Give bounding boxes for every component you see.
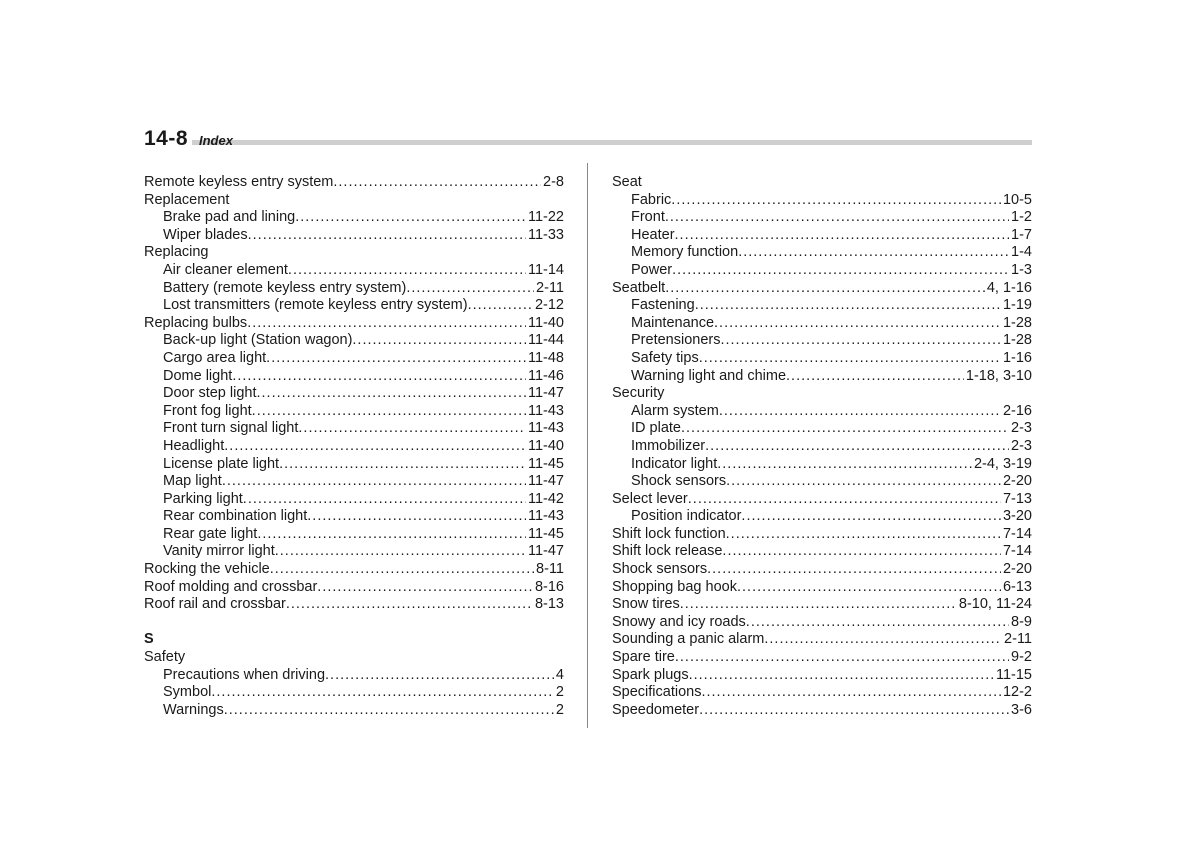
page-reference: 1-3 bbox=[1011, 261, 1032, 278]
entry-label: Roof rail and crossbar bbox=[144, 596, 286, 613]
entry-label: Spare tire bbox=[612, 649, 675, 666]
page-reference: 7-14 bbox=[1002, 525, 1032, 542]
entry-label: Front bbox=[631, 209, 665, 226]
dot-leader bbox=[247, 315, 526, 333]
entry-label: Brake pad and lining bbox=[163, 209, 296, 226]
index-subentry bbox=[612, 368, 1032, 386]
entry-label: Lost transmitters (remote keyless entry system) bbox=[163, 297, 468, 314]
index-subentry bbox=[612, 209, 1032, 227]
index-entry bbox=[144, 579, 564, 597]
entry-label: ID plate bbox=[631, 420, 681, 437]
index-subentry bbox=[144, 297, 564, 315]
dot-leader bbox=[726, 526, 1001, 544]
page-reference: 12-2 bbox=[1002, 684, 1032, 701]
entry-label: Headlight bbox=[163, 437, 225, 454]
entry-label: Rear combination light bbox=[163, 508, 308, 525]
entry-label: Fabric bbox=[631, 191, 672, 208]
page-reference: 8-9 bbox=[1011, 613, 1032, 630]
entry-label: License plate light bbox=[163, 455, 280, 472]
index-subentry bbox=[144, 368, 564, 386]
entry-label: Replacing bbox=[144, 244, 209, 261]
index-subentry bbox=[612, 192, 1032, 210]
dot-leader bbox=[275, 543, 526, 561]
index-subentry bbox=[612, 332, 1032, 350]
entry-label: Front turn signal light bbox=[163, 420, 299, 437]
page-reference: 11-42 bbox=[527, 490, 564, 507]
entry-label: Snowy and icy roads bbox=[612, 613, 746, 630]
page-reference: 11-43 bbox=[527, 402, 564, 419]
dot-leader bbox=[288, 262, 526, 280]
index-subentry bbox=[612, 227, 1032, 245]
entry-label: Alarm system bbox=[631, 402, 719, 419]
entry-label: Seat bbox=[612, 174, 642, 190]
index-entry bbox=[612, 280, 1032, 298]
page-reference: 2-3 bbox=[1011, 437, 1032, 454]
dot-leader bbox=[325, 667, 554, 685]
page-reference: 1-16 bbox=[1002, 349, 1032, 366]
dot-leader bbox=[406, 280, 534, 298]
page-reference: 2-11 bbox=[536, 279, 564, 296]
dot-leader bbox=[737, 579, 1001, 597]
entry-label: Pretensioners bbox=[631, 332, 721, 349]
entry-label: Replacing bulbs bbox=[144, 314, 248, 331]
entry-label: Memory function bbox=[631, 244, 739, 261]
page-reference: 10-5 bbox=[1002, 191, 1032, 208]
index-subentry bbox=[144, 209, 564, 227]
page-reference: 11-45 bbox=[527, 525, 564, 542]
page-reference: 1-4 bbox=[1011, 244, 1032, 261]
index-entry bbox=[612, 631, 1032, 649]
entry-label: Wiper blades bbox=[163, 226, 248, 243]
dot-leader bbox=[333, 174, 541, 192]
dot-leader bbox=[672, 262, 1009, 280]
entry-label: Shift lock function bbox=[612, 525, 726, 542]
dot-leader bbox=[681, 420, 1009, 438]
index-entry bbox=[144, 244, 564, 262]
page-reference: 2-20 bbox=[1002, 561, 1032, 578]
page-reference: 9-2 bbox=[1011, 649, 1032, 666]
index-subentry bbox=[612, 473, 1032, 491]
dot-leader bbox=[224, 438, 526, 456]
index-letter-heading bbox=[144, 631, 564, 649]
index-subentry bbox=[144, 491, 564, 509]
index-entry bbox=[144, 192, 564, 210]
index-subentry bbox=[144, 684, 564, 702]
page-reference: 11-33 bbox=[527, 226, 564, 243]
entry-label: Vanity mirror light bbox=[163, 543, 275, 560]
dot-leader bbox=[279, 456, 526, 474]
dot-leader bbox=[211, 684, 554, 702]
dot-leader bbox=[707, 561, 1001, 579]
entry-label: Air cleaner element bbox=[163, 261, 288, 278]
entry-label: Power bbox=[631, 261, 673, 278]
entry-label: Seatbelt bbox=[612, 279, 666, 296]
dot-leader bbox=[717, 456, 972, 474]
entry-label: Fastening bbox=[631, 297, 695, 314]
index-entry bbox=[612, 526, 1032, 544]
dot-leader bbox=[243, 491, 526, 509]
index-subentry bbox=[612, 508, 1032, 526]
page-reference: 2-16 bbox=[1002, 402, 1032, 419]
dot-leader bbox=[257, 526, 526, 544]
dot-leader bbox=[317, 579, 533, 597]
dot-leader bbox=[764, 631, 1002, 649]
entry-label: Shift lock release bbox=[612, 543, 723, 560]
index-entry bbox=[612, 667, 1032, 685]
entry-label: Map light bbox=[163, 473, 222, 490]
dot-leader bbox=[688, 491, 1001, 509]
page-reference: 11-47 bbox=[527, 473, 564, 490]
page-reference: 11-48 bbox=[527, 349, 564, 366]
dot-leader bbox=[726, 473, 1001, 491]
page-reference: 3-6 bbox=[1011, 701, 1032, 718]
index-subentry bbox=[612, 315, 1032, 333]
dot-leader bbox=[714, 315, 1001, 333]
page-reference: 2 bbox=[555, 684, 564, 701]
dot-leader bbox=[286, 596, 533, 614]
dot-leader bbox=[701, 684, 1001, 702]
index-subentry bbox=[612, 403, 1032, 421]
entry-label: Heater bbox=[631, 226, 675, 243]
entry-label: Rear gate light bbox=[163, 525, 258, 542]
entry-label: Snow tires bbox=[612, 596, 680, 613]
dot-leader bbox=[699, 350, 1001, 368]
dot-leader bbox=[671, 192, 1001, 210]
page-reference: 8-10, 11-24 bbox=[958, 596, 1032, 613]
dot-leader bbox=[699, 702, 1009, 720]
index-subentry bbox=[612, 262, 1032, 280]
dot-leader bbox=[675, 227, 1010, 245]
page-reference: 1-28 bbox=[1002, 314, 1032, 331]
dot-leader bbox=[675, 649, 1009, 667]
index-entry bbox=[144, 649, 564, 667]
page-reference: 7-13 bbox=[1002, 490, 1032, 507]
index-entry bbox=[612, 385, 1032, 403]
entry-label: Battery (remote keyless entry system) bbox=[163, 279, 407, 296]
dot-leader bbox=[468, 297, 533, 315]
page-reference: 2 bbox=[555, 701, 564, 718]
page-reference: 1-2 bbox=[1011, 209, 1032, 226]
entry-label: Speedometer bbox=[612, 701, 700, 718]
index-subentry bbox=[612, 350, 1032, 368]
dot-leader bbox=[307, 508, 526, 526]
index-entry bbox=[612, 684, 1032, 702]
page-reference: 6-13 bbox=[1002, 578, 1032, 595]
dot-leader bbox=[665, 209, 1009, 227]
page-reference: 1-7 bbox=[1011, 226, 1032, 243]
page-reference: 11-40 bbox=[527, 314, 564, 331]
letter-heading: S bbox=[144, 631, 154, 648]
entry-label: Security bbox=[612, 385, 665, 402]
entry-label: Safety tips bbox=[631, 349, 699, 366]
entry-label: Precautions when driving bbox=[163, 666, 326, 683]
page-reference: 7-14 bbox=[1002, 543, 1032, 560]
page-reference: 8-13 bbox=[534, 596, 564, 613]
index-subentry bbox=[612, 244, 1032, 262]
dot-leader bbox=[665, 280, 985, 298]
index-entry bbox=[612, 649, 1032, 667]
page-reference: 2-11 bbox=[1004, 631, 1032, 648]
entry-label: Specifications bbox=[612, 684, 702, 701]
index-entry bbox=[612, 561, 1032, 579]
spacer bbox=[144, 614, 564, 632]
entry-label: Back-up light (Station wagon) bbox=[163, 332, 353, 349]
entry-label: Dome light bbox=[163, 367, 233, 384]
page-reference: 11-40 bbox=[527, 437, 564, 454]
entry-label: Rocking the vehicle bbox=[144, 561, 270, 578]
entry-label: Remote keyless entry system bbox=[144, 174, 334, 190]
dot-leader bbox=[232, 368, 526, 386]
index-subentry bbox=[144, 280, 564, 298]
header-rule bbox=[192, 140, 1032, 145]
page-reference: 8-16 bbox=[534, 578, 564, 595]
index-subentry bbox=[144, 420, 564, 438]
dot-leader bbox=[252, 403, 526, 421]
entry-label: Cargo area light bbox=[163, 349, 267, 366]
index-entry bbox=[612, 614, 1032, 632]
index-subentry bbox=[144, 227, 564, 245]
page-reference: 1-19 bbox=[1002, 297, 1032, 314]
entry-label: Replacement bbox=[144, 191, 230, 208]
entry-label: Sounding a panic alarm bbox=[612, 631, 765, 648]
index-column-left bbox=[144, 174, 564, 719]
dot-leader bbox=[689, 667, 994, 685]
page-reference: 2-8 bbox=[543, 174, 564, 190]
page-reference: 1-18, 3-10 bbox=[965, 367, 1032, 384]
page-reference: 2-3 bbox=[1011, 420, 1032, 437]
entry-label: Immobilizer bbox=[631, 437, 706, 454]
index-subentry bbox=[144, 385, 564, 403]
page-reference: 2-4, 3-19 bbox=[973, 455, 1032, 472]
page-reference: 4, 1-16 bbox=[986, 279, 1032, 296]
entry-label: Warning light and chime bbox=[631, 367, 787, 384]
index-entry bbox=[612, 702, 1032, 720]
index-subentry bbox=[144, 262, 564, 280]
entry-label: Shock sensors bbox=[612, 561, 708, 578]
entry-label: Shopping bag hook bbox=[612, 578, 737, 595]
entry-label: Symbol bbox=[163, 684, 212, 701]
section-title: Index bbox=[199, 133, 233, 148]
index-subentry bbox=[144, 543, 564, 561]
index-subentry bbox=[144, 526, 564, 544]
dot-leader bbox=[722, 543, 1001, 561]
dot-leader bbox=[224, 702, 554, 720]
dot-leader bbox=[295, 209, 526, 227]
index-entry bbox=[144, 174, 564, 192]
page-reference: 3-20 bbox=[1002, 508, 1032, 525]
dot-leader bbox=[695, 297, 1001, 315]
index-entry bbox=[612, 596, 1032, 614]
entry-label: Parking light bbox=[163, 490, 243, 507]
index-column-right bbox=[612, 174, 1032, 719]
page-reference: 11-14 bbox=[527, 261, 564, 278]
page-reference: 11-44 bbox=[527, 332, 564, 349]
dot-leader bbox=[270, 561, 534, 579]
index-entry bbox=[144, 596, 564, 614]
page-reference: 11-46 bbox=[527, 367, 564, 384]
index-entry bbox=[612, 543, 1032, 561]
dot-leader bbox=[266, 350, 526, 368]
dot-leader bbox=[719, 403, 1001, 421]
index-subentry bbox=[144, 702, 564, 720]
page-header bbox=[144, 126, 1032, 152]
dot-leader bbox=[720, 332, 1001, 350]
index-subentry bbox=[144, 508, 564, 526]
page-reference: 11-47 bbox=[527, 385, 564, 402]
index-subentry bbox=[144, 350, 564, 368]
page-reference: 11-22 bbox=[527, 209, 564, 226]
page-reference: 8-11 bbox=[536, 561, 564, 578]
index-subentry bbox=[612, 456, 1032, 474]
index-subentry bbox=[144, 667, 564, 685]
index-subentry bbox=[612, 438, 1032, 456]
page-reference: 2-12 bbox=[534, 297, 564, 314]
dot-leader bbox=[298, 420, 526, 438]
entry-label: Select lever bbox=[612, 490, 688, 507]
index-subentry bbox=[144, 438, 564, 456]
index-entry bbox=[612, 491, 1032, 509]
index-entry bbox=[612, 174, 1032, 192]
index-subentry bbox=[612, 297, 1032, 315]
page-reference: 11-43 bbox=[527, 508, 564, 525]
dot-leader bbox=[222, 473, 526, 491]
entry-label: Roof molding and crossbar bbox=[144, 578, 318, 595]
entry-label: Safety bbox=[144, 649, 186, 666]
dot-leader bbox=[738, 244, 1009, 262]
index-entry bbox=[144, 561, 564, 579]
entry-label: Position indicator bbox=[631, 508, 742, 525]
dot-leader bbox=[705, 438, 1009, 456]
index-entry bbox=[612, 579, 1032, 597]
dot-leader bbox=[248, 227, 526, 245]
index-subentry bbox=[612, 420, 1032, 438]
dot-leader bbox=[786, 368, 964, 386]
index-subentry bbox=[144, 456, 564, 474]
entry-label: Front fog light bbox=[163, 402, 252, 419]
index-subentry bbox=[144, 403, 564, 421]
page-reference: 4 bbox=[555, 666, 564, 683]
entry-label: Maintenance bbox=[631, 314, 715, 331]
page-reference: 2-20 bbox=[1002, 473, 1032, 490]
index-subentry bbox=[144, 332, 564, 350]
page-reference: 11-45 bbox=[527, 455, 564, 472]
page-reference: 11-15 bbox=[995, 666, 1032, 683]
index-entry bbox=[144, 315, 564, 333]
page-reference: 11-47 bbox=[527, 543, 564, 560]
dot-leader bbox=[741, 508, 1001, 526]
entry-label: Door step light bbox=[163, 385, 257, 402]
dot-leader bbox=[680, 596, 957, 614]
entry-label: Spark plugs bbox=[612, 666, 689, 683]
dot-leader bbox=[257, 385, 526, 403]
entry-label: Indicator light bbox=[631, 455, 718, 472]
column-divider bbox=[587, 163, 588, 728]
page-reference: 1-28 bbox=[1002, 332, 1032, 349]
entry-label: Shock sensors bbox=[631, 473, 727, 490]
page-reference: 11-43 bbox=[527, 420, 564, 437]
page-number: 14-8 bbox=[144, 127, 189, 150]
dot-leader bbox=[746, 614, 1009, 632]
index-subentry bbox=[144, 473, 564, 491]
entry-label: Warnings bbox=[163, 701, 224, 718]
dot-leader bbox=[352, 332, 526, 350]
